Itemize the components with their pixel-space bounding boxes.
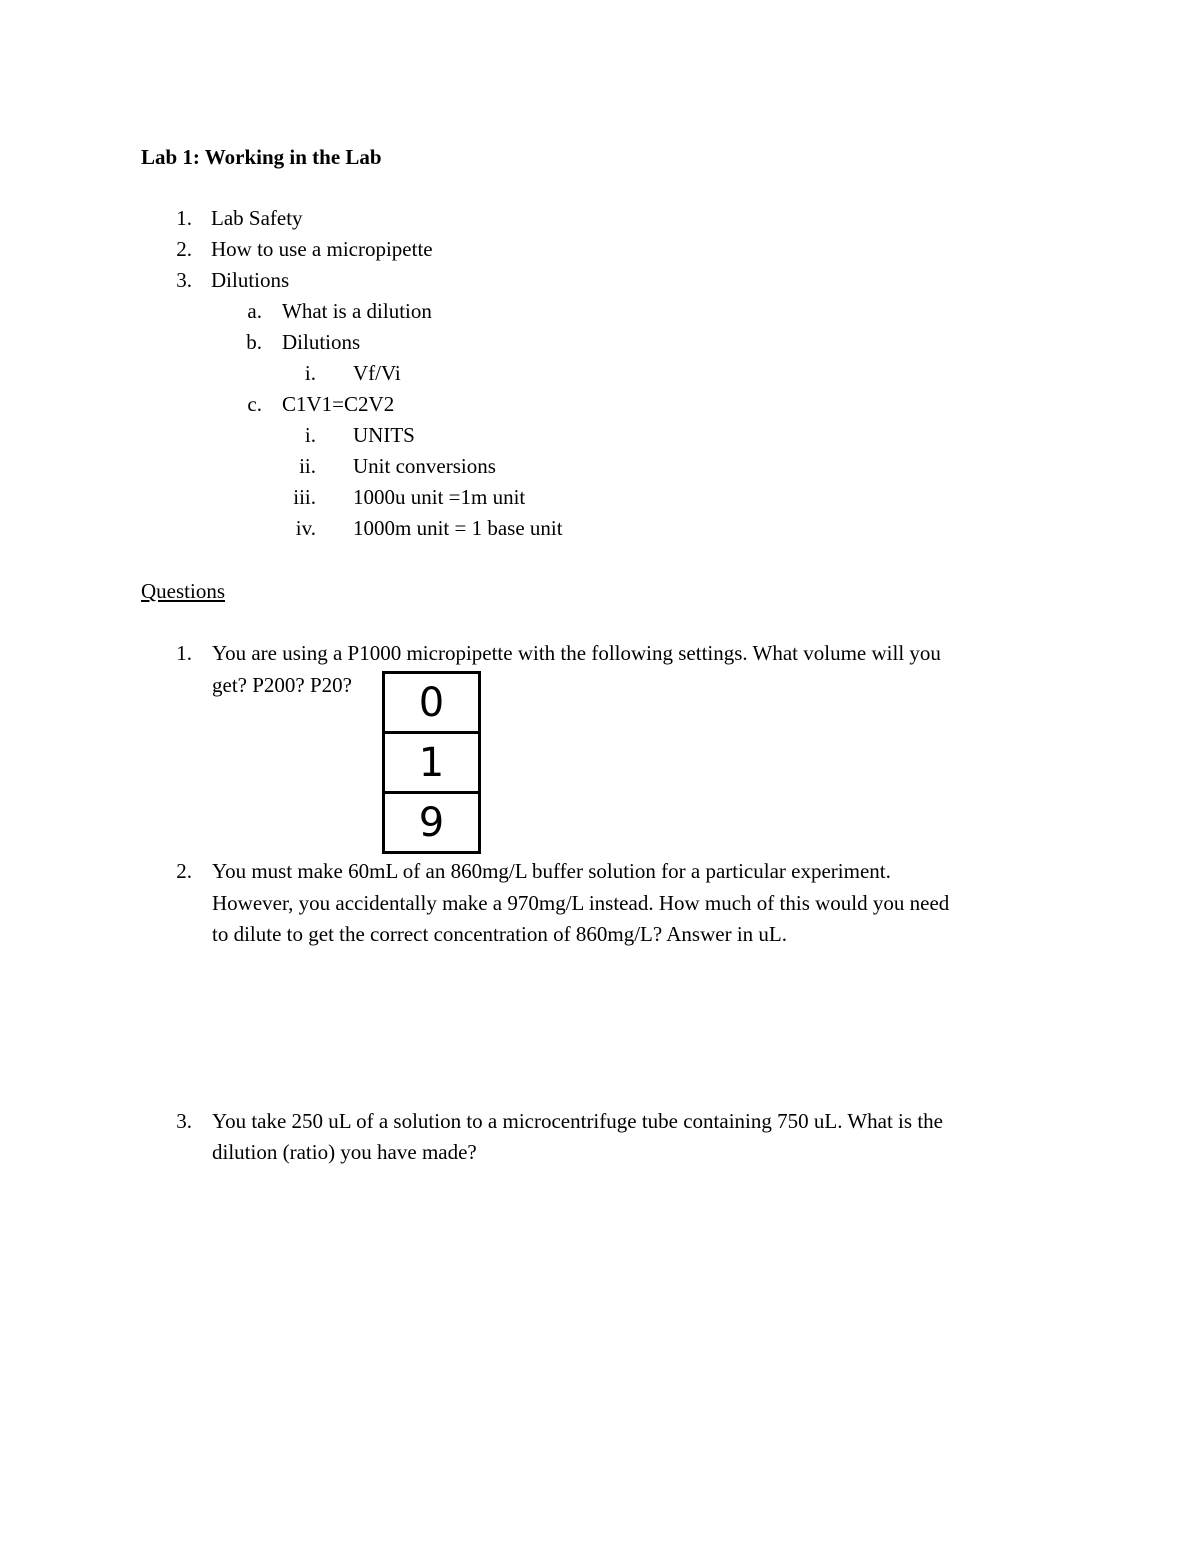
outline-subitem-letter: b.	[246, 330, 262, 354]
outline-subitem-c1v1-c2v2: C1V1=C2V2	[282, 392, 395, 416]
question-1-text-line-1: You are using a P1000 micropipette with the following settings. What volume will you	[212, 641, 941, 665]
page-title: Lab 1: Working in the Lab	[141, 145, 382, 169]
outline-subitem-what-is-dilution: What is a dilution	[282, 299, 432, 323]
outline-subitem-letter: c.	[247, 392, 262, 416]
question-1-text-line-2: get? P200? P20?	[212, 673, 352, 697]
outline-subsubitem-roman: iii.	[293, 485, 316, 509]
question-number: 1.	[176, 641, 192, 665]
outline-item-number: 1.	[176, 206, 192, 230]
question-number: 2.	[176, 859, 192, 883]
outline-subsubitem-roman: i.	[304, 361, 316, 385]
question-3-text-line-2: dilution (ratio) you have made?	[212, 1140, 477, 1164]
question-2-text-line-3: to dilute to get the correct concentration of 860mg/L? Answer in uL.	[212, 922, 787, 946]
outline-item-dilutions: Dilutions	[211, 268, 290, 292]
questions-heading: Questions	[141, 579, 225, 603]
outline-item-number: 2.	[176, 237, 192, 261]
micropipette-dial-display	[382, 671, 481, 854]
question-2-text-line-1: You must make 60mL of an 860mg/L buffer solution for a particular experiment.	[212, 859, 891, 883]
question-3-text-line-1: You take 250 uL of a solution to a microcentrifuge tube containing 750 uL. What is the	[212, 1109, 943, 1133]
outline-subitem-dilutions: Dilutions	[282, 330, 361, 354]
question-number: 3.	[176, 1109, 192, 1133]
outline-subsubitem-unit-conversions: Unit conversions	[353, 454, 496, 478]
outline-subitem-letter: a.	[247, 299, 262, 323]
question-2-text-line-2: However, you accidentally make a 970mg/L instead. How much of this would you need	[212, 891, 950, 915]
outline-subsubitem-micro-milli: 1000u unit =1m unit	[353, 485, 526, 509]
outline-subsubitem-milli-base: 1000m unit = 1 base unit	[353, 516, 563, 540]
outline-subsubitem-units: UNITS	[353, 423, 415, 447]
outline-subsubitem-roman: iv.	[295, 516, 316, 540]
outline-item-number: 3.	[176, 268, 192, 292]
outline-subsubitem-roman: i.	[304, 423, 316, 447]
outline-subsubitem-vf-vi: Vf/Vi	[353, 361, 401, 385]
outline-item-micropipette: How to use a micropipette	[211, 237, 433, 261]
dial-digit-middle: 1	[385, 731, 478, 791]
outline-item-lab-safety: Lab Safety	[211, 206, 303, 230]
dial-digit-top: 0	[418, 679, 445, 726]
outline-subsubitem-roman: ii.	[299, 454, 316, 478]
dial-digit-bottom: 9	[385, 791, 478, 851]
